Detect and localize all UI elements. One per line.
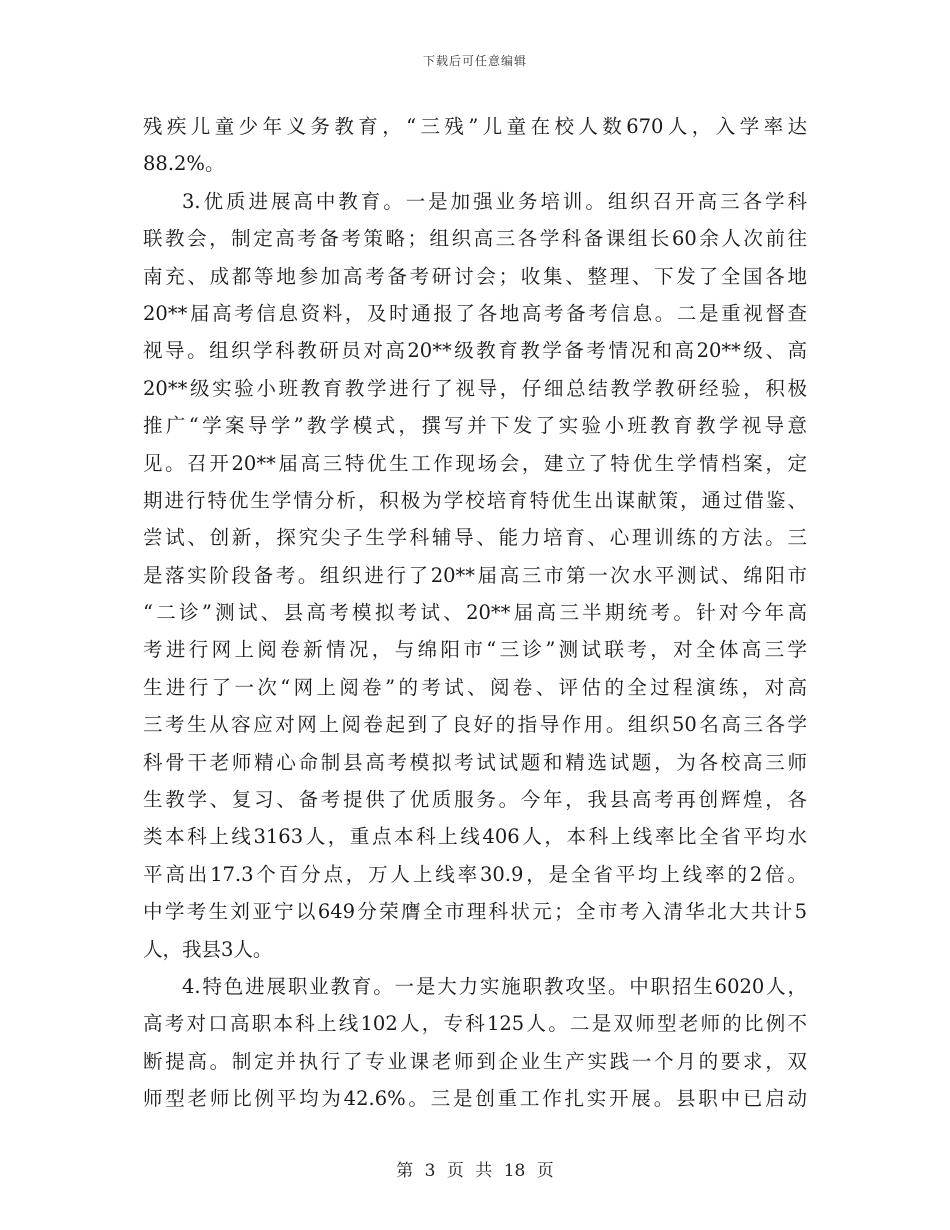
text-line: 生教学、复习、备考提供了优质服务。今年，我县高考再创辉煌，各: [143, 788, 807, 812]
text-line: 师型老师比例平均为42.6%。三是创重工作扎实开展。县职中已启动: [143, 1087, 807, 1111]
page-footer: 第 3 页 共 18 页: [396, 1161, 554, 1181]
document-body: [143, 108, 807, 1118]
text-line: 高考对口高职本科上线102人，专科125人。二是双师型老师的比例不: [143, 1012, 807, 1036]
paragraph-continuation: [143, 108, 807, 183]
text-line: 考进行网上阅卷新情况，与绵阳市“三诊”测试联考，对全体高三学: [143, 638, 807, 662]
text-line: 科骨干老师精心命制县高考模拟考试试题和精选试题，为各校高三师: [143, 750, 807, 774]
text-line: 生进行了一次“网上阅卷”的考试、阅卷、评估的全过程演练，对高: [143, 675, 807, 699]
text-line: 平高出17.3个百分点，万人上线率30.9，是全省平均上线率的2倍。: [143, 862, 807, 886]
text-line: 20**级实验小班教育教学进行了视导，仔细总结教学教研经验，积极: [143, 376, 807, 400]
text-line: 见。召开20**届高三特优生工作现场会，建立了特优生学情档案，定: [143, 451, 807, 475]
text-line: 88.2%。: [143, 152, 225, 176]
text-line: 三考生从容应对网上阅卷起到了良好的指导作用。组织50名高三各学: [143, 713, 807, 737]
text-line: 南充、成都等地参加高考备考研讨会；收集、整理、下发了全国各地: [143, 264, 807, 288]
text-line: 残疾儿童少年义务教育，“三残”儿童在校人数670人，入学率达: [143, 115, 807, 138]
text-line: 类本科上线3163人，重点本科上线406人，本科上线率比全省平均水: [143, 825, 807, 849]
text-line: 断提高。制定并执行了专业课老师到企业生产实践一个月的要求，双: [143, 1049, 807, 1073]
text-line: 3.优质进展高中教育。一是加强业务培训。组织召开高三各学科: [182, 189, 807, 213]
page-header: 下载后可任意编辑: [422, 54, 527, 68]
paragraph-vocational-education: [143, 968, 807, 1118]
paragraph-high-school-education: [143, 183, 807, 968]
text-line: 人，我县3人。: [143, 937, 273, 961]
text-line: “二诊”测试、县高考模拟考试、20**届高三半期统考。针对今年高: [143, 601, 807, 625]
text-line: 4.特色进展职业教育。一是大力实施职教攻坚。中职招生6020人，: [182, 974, 807, 998]
text-line: 20**届高考信息资料，及时通报了各地高考备考信息。二是重视督查: [143, 301, 807, 325]
text-line: 期进行特优生学情分析，积极为学校培育特优生出谋献策，通过借鉴、: [143, 488, 807, 512]
text-line: 中学考生刘亚宁以649分荣膺全市理科状元；全市考入清华北大共计5: [143, 900, 807, 924]
text-line: 尝试、创新，探究尖子生学科辅导、能力培育、心理训练的方法。三: [143, 526, 807, 550]
text-line: 视导。组织学科教研员对高20**级教育教学备考情况和高20**级、高: [143, 339, 807, 363]
text-line: 是落实阶段备考。组织进行了20**届高三市第一次水平测试、绵阳市: [143, 563, 807, 587]
text-line: 推广“学案导学”教学模式，撰写并下发了实验小班教育教学视导意: [143, 414, 807, 438]
text-line: 联教会，制定高考备考策略；组织高三各学科备课组长60余人次前往: [143, 227, 807, 251]
